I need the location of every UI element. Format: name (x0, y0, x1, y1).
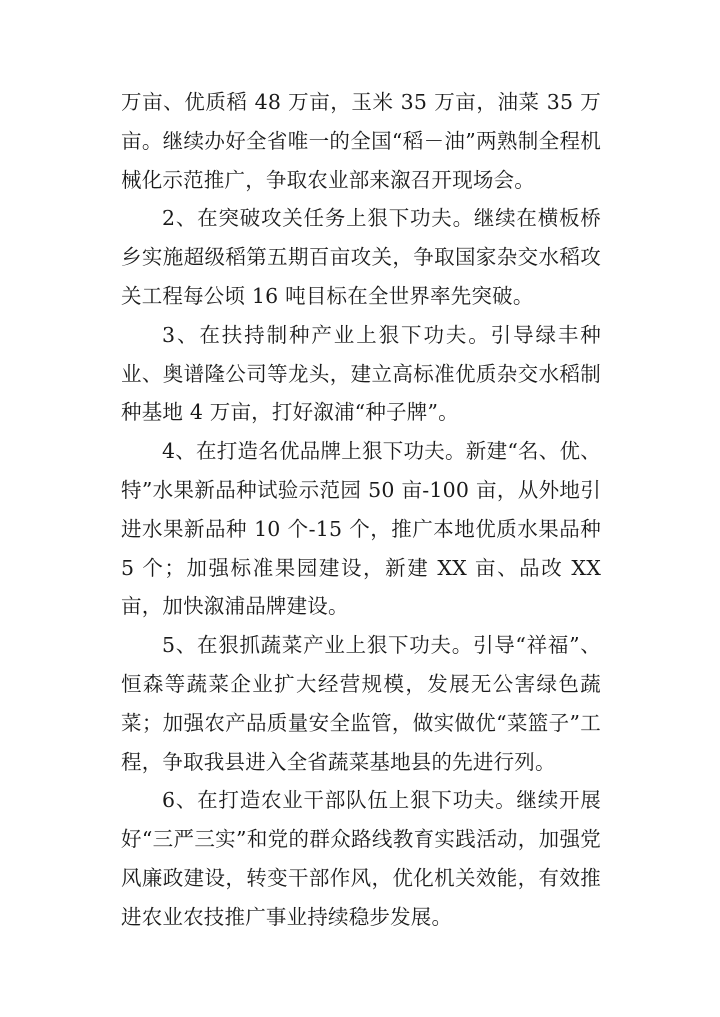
paragraph-item-5: 5、在狠抓蔬菜产业上狠下功夫。引导“祥福”、恒森等蔬菜企业扩大经营规模，发展无公害绿色蔬菜；加强农产品质量安全监管，做实做优“菜篮子”工程，争取我县进入全省蔬菜基地县的先进行列。 (121, 633, 601, 774)
paragraph-item-4: 4、在打造名优品牌上狠下功夫。新建“名、优、特”水果新品种试验示范园 50 亩-100 亩，从外地引进水果新品种 10 个-15 个，推广本地优质水果品种 5 个；加强标准果园建设，新建 XX 亩、品改 XX 亩，加快溆浦品牌建设。 (121, 439, 601, 619)
document-body (121, 83, 601, 937)
paragraph-continuation: 万亩、优质稻 48 万亩，玉米 35 万亩，油菜 35 万亩。继续办好全省唯一的全国“稻－油”两熟制全程机械化示范推广，争取农业部来溆召开现场会。 (121, 90, 601, 192)
paragraph-item-6: 6、在打造农业干部队伍上狠下功夫。继续开展好“三严三实”和党的群众路线教育实践活动，加强党风廉政建设，转变干部作风，优化机关效能，有效推进农业农技推广事业持续稳步发展。 (121, 788, 601, 929)
paragraph-item-2: 2、在突破攻关任务上狠下功夫。继续在横板桥乡实施超级稻第五期百亩攻关，争取国家杂交水稻攻关工程每公顷 16 吨目标在全世界率先突破。 (121, 206, 601, 308)
paragraph-item-3: 3、在扶持制种产业上狠下功夫。引导绿丰种业、奥谱隆公司等龙头，建立高标准优质杂交水稻制种基地 4 万亩，打好溆浦“种子牌”。 (121, 322, 601, 425)
